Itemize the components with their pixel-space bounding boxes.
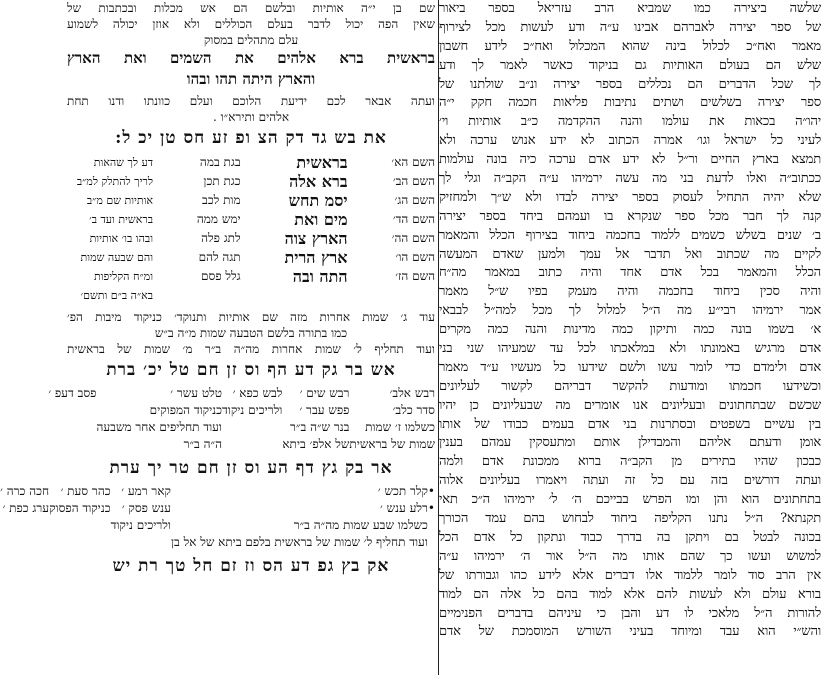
table-note-cell: אותיות שם מ״ב xyxy=(86,194,154,207)
table-value-cell: תגה להם xyxy=(198,250,241,264)
grid-cell: ענש פסק ׳ xyxy=(121,501,171,515)
body-text-line: אין הרב סוד לומר ללמוד אלו דברים אלא לידע כהו וגבורתו של xyxy=(439,567,821,583)
body-text-line: ב׳ שנים בשלש כשמים ללמוד בחכמה ביחוד בצירוף הכלל והמאמר xyxy=(439,227,821,243)
table-word-cell: ברא אלה xyxy=(289,172,348,191)
left-top-line-1: שם בן י״ה אותיות ובלשם הם אש מכלות ובכתבות של xyxy=(67,1,435,15)
body-text-line: קנה לך חבר מכל ספר שנקרא בו ועמהם ביחד בספר יצירה xyxy=(439,208,821,224)
grid-cell: כשלמו ז׳ שמות xyxy=(365,420,435,434)
table-note-cell: בא״ה ב״ם ותשם׳ xyxy=(80,289,154,302)
table-word-cell: בראשית xyxy=(296,153,348,172)
mid-line-1: עוד ג׳ שמות אחרות מזה שם אותיות ותנוקד׳ כניקוד מיבות הפ׳ xyxy=(67,310,435,324)
grid-cell: רבש שים ׳ xyxy=(299,386,350,400)
grid-cell: פפש עבר ׳ xyxy=(299,403,350,417)
table-word-cell: יסמ תחש xyxy=(288,191,348,210)
grid-cell: רבש אלב׳ xyxy=(389,386,435,400)
grid-cell: של אלפ׳ ביתא xyxy=(282,437,350,451)
grid-block-3 xyxy=(0,483,435,551)
grid-cell: ועוד תחליף ל׳ שמות של בראשית בלפם ביתא של אל בן xyxy=(170,535,428,549)
grid2-col-a xyxy=(349,385,435,453)
grid-cell: פסב דעפ ׳ xyxy=(48,386,97,400)
body-text-line: של ספר יצירה לאברהם אבינו ע״ה ודע לעשות מכל לצירוף xyxy=(439,19,821,35)
body-text-line: לקיים מה שכתוב ואל תדבר אל עמך ולמען שאדם המעשה xyxy=(439,246,821,262)
grid3-col-d xyxy=(0,483,49,551)
body-text-line: ועתה דורשים בזה עם כל זה ועתה ויאמרו בעליונים אלוה xyxy=(439,473,821,489)
grid-cell: ועוד תחליפים אחר משבעה xyxy=(96,420,222,434)
table-label-cell: השם הג׳ xyxy=(394,193,435,207)
body-text-line: הכלל והמאמר בכל אדם אחד והיה כתוב במאמר מה״ח xyxy=(439,265,821,281)
verse-title-line-1: בראשית ברא אלהים את השמים ואת הארץ xyxy=(67,49,435,67)
mid-line-2: כמו בתורה בלשם הטבעה שמות מ״ה ב״ש xyxy=(154,326,348,340)
table-values xyxy=(197,153,241,305)
mid-line-3: ועוד תחליף ל׳ שמות אחרות מה״ה ב״ר מ׳ שמות של בראשית xyxy=(67,342,435,356)
grid-cell: כניקוד המפוקים xyxy=(149,403,222,417)
body-text-line: אמר ירמיהו רבי״ע מה ה״ל למלול לך מכל למה״ל לבבאי xyxy=(439,303,821,319)
grid-cell: כניקוד הפסוק xyxy=(49,501,111,515)
table-label-cell: השם הז׳ xyxy=(395,269,435,283)
grid-block-2 xyxy=(48,385,435,453)
grid-cell: ולריכים ניקוד xyxy=(222,403,283,417)
letter-pairs-heading-1: את בש גד דק הצ ופ זע חס טן יכ ל: xyxy=(115,128,387,148)
body-text-line: מאמר ואח״כ לכלול בינה שהוא המכלול ואח״כ לידע חשבון xyxy=(439,38,821,54)
intro-line-1: ועתה אבאר לכם ידיעת הלוכם ועלם כוונתו ודנו תחת xyxy=(67,94,435,108)
letter-pairs-heading-3: אר בק גץ דף הע וס זן חם טר יך ערת xyxy=(109,458,393,478)
right-column xyxy=(439,0,821,675)
table-value-cell: כגת תכן xyxy=(203,174,241,188)
table-labels xyxy=(391,153,435,305)
body-text-line: בכונה לבטל בם ויתקן בה בדרך כבוד ונתקון כל אדם הכל xyxy=(439,529,821,545)
table-note-cell: בראשית ועד ב׳ xyxy=(89,213,154,226)
body-text-line: תמצא בארץ החיים ור״ל לא ידע אדם ערכה כיה בונה עולמות xyxy=(439,152,821,168)
body-text-line: בורא עולם ולא לעשות להם אלא למוד בהם כל אלה הם למוד xyxy=(439,586,821,602)
left-top-line-2: שאין הפה יכול לדבר בעלם הכוללים ולא אוזן יכולה לשמוע xyxy=(67,17,435,31)
grid-cell: רלע ענש ׳ xyxy=(380,501,428,515)
body-text-line: להורות ה״ל מלאכי לו דע והבן כי עיניהם בדברים הפנימיים xyxy=(439,605,821,621)
grid-cell: ולריכים ניקוד xyxy=(110,518,171,532)
table-label-cell: השם הד׳ xyxy=(392,212,435,226)
table-note-cell: ובהו בו׳ אותיות xyxy=(89,232,154,245)
grid2-col-b xyxy=(282,385,349,453)
grid-cell: ה״ה ב״ר xyxy=(183,437,222,451)
body-text-line: שלש הם בעולם האותיות גם בניקוד כאשר לאמר לך ודע xyxy=(439,57,821,73)
grid-cell: כהר סעת ׳ xyxy=(60,484,111,498)
grid3-col-c xyxy=(49,483,111,551)
table-label-cell: השם הא׳ xyxy=(391,155,435,169)
table-label-cell: השם הב׳ xyxy=(392,174,435,188)
column-divider xyxy=(438,0,439,675)
verse-title-line-2: והארץ היתה תהו ובהו xyxy=(186,70,316,88)
grid-cell: בנר ש״ה ב״ר xyxy=(290,420,350,434)
body-text-line: כבכון שהיו בתירים מן הקב״ה ברוא ממכונת אדם ולמה xyxy=(439,454,821,470)
grid-cell: קאר רמע ׳ xyxy=(121,484,171,498)
table-word-cell: ארץ הרית xyxy=(284,248,348,267)
grid2-col-e xyxy=(48,385,96,453)
body-text-line: והיה סכין ביחוד בחכמה והיה מעמק בפיו ש״ל מאמר xyxy=(439,284,821,300)
grid-cell: שמות של בראשית xyxy=(349,437,435,451)
bullet-mark: • xyxy=(427,484,435,498)
body-text-line: א׳ בשמו בונה כמה ותיקון כמה מדינות והנה כמה מקרים xyxy=(439,322,821,338)
table-note-cell: לריך להתלק למ״ב xyxy=(76,175,154,188)
table-value-cell: לתג פלה xyxy=(201,231,241,245)
table-word-cell: הארץ צוה xyxy=(284,229,348,248)
table-value-cell: גלל פסם xyxy=(201,269,241,283)
body-text-line: שלא יהיה התחיל לעסוק בספר יצירה לבדו ולא ש״ך ולמחזיק xyxy=(439,189,821,205)
body-text-line: אומן ודעתם אליהם והמבדילן אותם ומתעסקין עמהם בענין xyxy=(439,435,821,451)
body-text-line: תקנתא? ה״ל נתנו הקליפה ביחוד לבחוש בהם עמד הכורך xyxy=(439,511,821,527)
body-text-line: אדם מרגיש באמונתו ולא במלאכתו לכל עד שמעיהו שני בני xyxy=(439,341,821,357)
intro-line-2: אלהים ותירא״ו . xyxy=(212,110,290,124)
table-label-cell: השם הה׳ xyxy=(391,231,435,245)
body-text-line: שכשם שבתחתונים ובעליונים אנו אומרים מה שבעליונים כן יהיו xyxy=(439,397,821,413)
grid3-col-b xyxy=(111,483,171,551)
body-text-line: יהו״ה בכאות את עולמו והנה ההקדמה כ״ב אותיות וי׳ xyxy=(439,114,821,130)
grid-cell: כשלמו שבע שמות מה״ה ב״ר xyxy=(293,518,428,532)
names-table xyxy=(67,153,435,305)
body-text-line: שלשה ביצירה כמו שמביא הרב עזריאל בספר ביאור xyxy=(439,1,821,16)
table-value-cell: מות לכב xyxy=(202,193,241,207)
table-word-cell: התה ובה xyxy=(292,267,348,286)
table-value-cell: ימש ממה xyxy=(196,212,241,226)
body-text-line: וכשידעו חכמתו ומודעות להקשר דבריהם לקשור לעליונים xyxy=(439,378,821,394)
table-note-cell: והם שבעה שמות xyxy=(80,251,154,264)
grid-cell: לבש כפא ׳ xyxy=(232,386,283,400)
table-note-cell: ומ״ח הקליפות xyxy=(93,270,154,283)
table-note-cell: דע לך שהאות xyxy=(93,156,154,169)
body-text-line: והש״י הוא עבד ומיוחד בעיני השורש המוסמכת של אדם xyxy=(439,624,821,640)
grid-cell: סדר כלב׳ xyxy=(392,403,435,417)
grid-cell: חכה כרה ׳ xyxy=(0,484,50,498)
bullet-column xyxy=(428,483,435,551)
grid2-col-d xyxy=(96,385,222,453)
body-text-line: אדם ולימדם כדי לומר עשו ולשם שידעו כל מעשיו ע״ד מאמר xyxy=(439,359,821,375)
body-text-line: לך שכל הדברים הם נכללים בספר יצירה ונ״ב שולתנו של xyxy=(439,76,821,92)
body-text-line: בתחתונים הוא והן ומו הפרש בבייכם ה׳ ל׳ ירמיהו ה״כ תאי xyxy=(439,492,821,508)
grid-cell: טלט עשר ׳ xyxy=(170,386,222,400)
grid2-col-c xyxy=(222,385,282,453)
body-text-line: לעיני כל ישראל וגו׳ אמרה הכתוב לא ידע אנוש ערכה ולא xyxy=(439,133,821,149)
table-notes xyxy=(67,153,153,305)
grid-cell: ערג כפת ׳ xyxy=(2,501,50,515)
body-text-line: ככתוב״ה ואלו לדעת בני מה עשה ירמיהו ע״ה הקב״ה וגלי לך xyxy=(439,171,821,187)
letter-pairs-heading-4: אק בץ גפ דע הס וז זם חל טך רת יש xyxy=(112,556,390,576)
body-text-line: ספר יצירה בשלשים ושתים נתיבות פליאות חכמה חקק י״ה xyxy=(439,95,821,111)
body-text-line: בין עשיים בשפטים ובסתרנות בני אדם בעמים כבודו של אותו xyxy=(439,416,821,432)
psalm-reference: עלם מתהלים במסוק xyxy=(203,33,299,47)
bullet-mark: • xyxy=(427,501,435,515)
letter-pairs-heading-2: אש בר גק דע הף וס זן חם טל יכ׳ ברת xyxy=(106,360,396,380)
table-word-cell: מים ואת xyxy=(294,210,348,229)
table-words xyxy=(284,153,347,305)
grid-cell: קלר תכש ׳ xyxy=(377,484,428,498)
table-label-cell: השם הו׳ xyxy=(395,250,435,264)
table-value-cell: בגת במה xyxy=(199,155,241,169)
grid3-col-a xyxy=(171,483,428,551)
body-text-line: למשוש ועשו כך שהם אותו מה ה״ל אור ה׳ ירמיהו ע״ה xyxy=(439,548,821,564)
